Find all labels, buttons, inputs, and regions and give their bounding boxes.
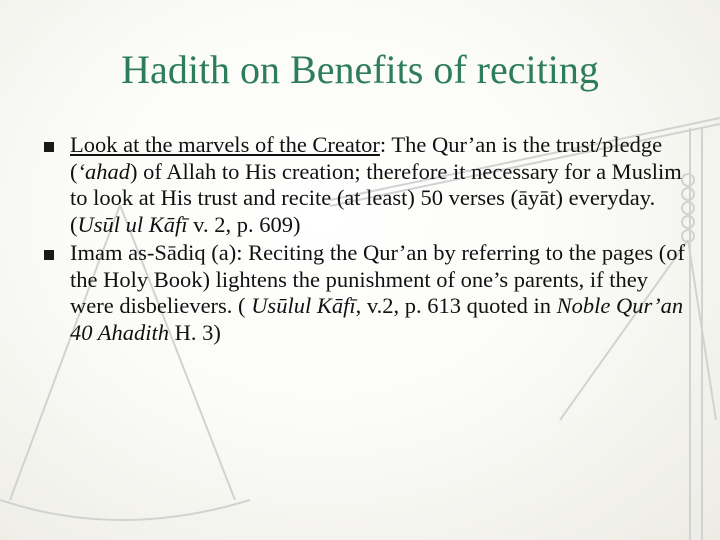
- italic-source: Noble Qur’an 40 Ahadith: [70, 293, 684, 345]
- slide-title: Hadith on Benefits of reciting: [121, 47, 599, 92]
- text-segment: : The Qur’an is the trust/pledge (: [70, 132, 663, 184]
- square-bullet-icon: [44, 142, 54, 152]
- square-bullet-icon: [44, 250, 54, 260]
- text-segment: , v.2, p. 613 quoted in: [355, 293, 557, 318]
- bullet-item-imam-sadiq: [44, 240, 694, 346]
- text-segment: H. 3): [168, 319, 221, 345]
- bullet-item-kafi: [44, 132, 694, 238]
- bullet-list: [44, 132, 694, 348]
- bullet-text: [70, 132, 694, 238]
- italic-source: Usūlul Kāfī: [251, 293, 356, 318]
- italic-source: Usūl ul Kāfī: [77, 211, 188, 237]
- bullet-text: [70, 240, 694, 346]
- text-segment: v. 2, p. 609): [187, 211, 301, 237]
- italic-term: ‘ahad: [77, 158, 130, 184]
- text-segment: ) of Allah to His creation; therefore it necessary for a Muslim to look at His trust and recite (at least) 50 verses (āyāt) everyday. (: [70, 158, 682, 237]
- text-segment: Imam as-Sādiq (a): Reciting the Qur’an by referring to the pages (of the Holy Book) lightens the punishment of one’s parents, if they were disbelievers. (: [70, 240, 685, 318]
- underlined-phrase: Look at the marvels of the Creator: [70, 132, 380, 157]
